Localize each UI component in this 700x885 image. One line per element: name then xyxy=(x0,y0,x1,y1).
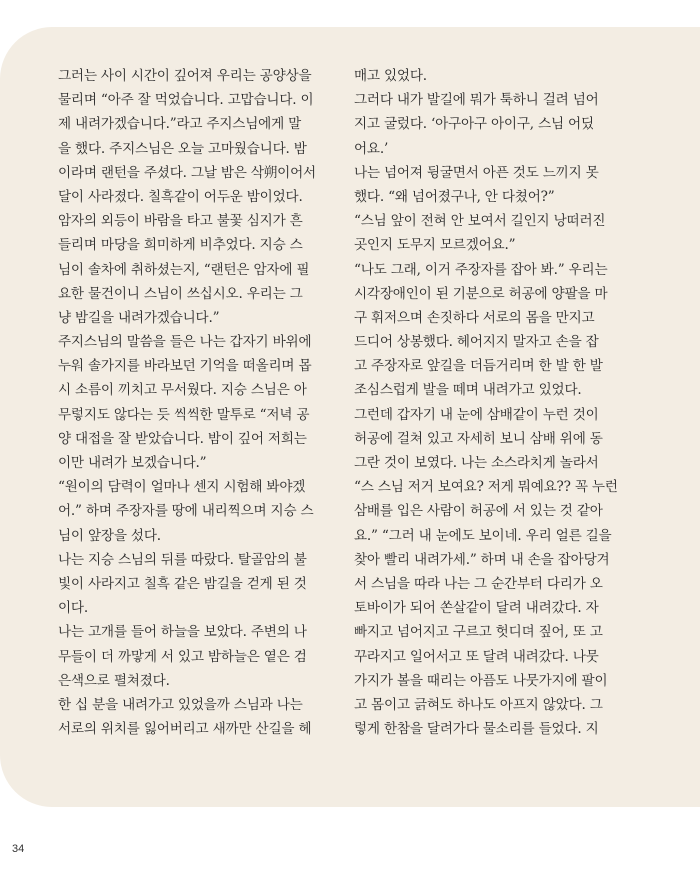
text-line: 냥 밤길을 내려가겠습니다.” xyxy=(58,309,220,326)
text-line: 은색으로 펼쳐졌다. xyxy=(58,672,170,689)
text-line: 찾아 빨리 내려가세.” 하며 내 손을 잡아당겨 xyxy=(354,551,610,568)
text-line: 이만 내려가 보겠습니다.” xyxy=(58,455,207,471)
text-line: 가지가 볼을 때리는 아픔도 나뭇가지에 팔이 xyxy=(354,672,608,689)
text-line: “원이의 담력이 얼마나 센지 시험해 봐야겠 xyxy=(58,479,306,496)
text-line: 그러다 내가 발길에 뭐가 툭하니 걸려 넘어 xyxy=(354,92,599,109)
text-line: 빛이 사라지고 칠흑 같은 밤길을 걷게 된 것 xyxy=(58,575,307,592)
text-line: 그란 것이 보였다. 나는 소스라치게 놀라서 xyxy=(354,455,599,471)
text-line: 한 십 분을 내려가고 있었을까 스님과 나는 xyxy=(58,696,303,713)
text-line: 고 몸이고 긁혀도 하나도 아프지 않았다. 그 xyxy=(354,696,603,713)
text-line: “나도 그래, 이거 주장자를 잡아 봐.” 우리는 xyxy=(354,261,608,278)
text-line: 조심스럽게 발을 떼며 내려가고 있었다. xyxy=(354,382,582,399)
text-line: 곳인지 도무지 모르겠어요.” xyxy=(354,237,516,254)
text-line: 이라며 랜턴을 주셨다. 그날 밤은 삭朔이어서 xyxy=(58,164,316,181)
text-line: 누워 솔가지를 바라보던 기억을 떠올리며 몹 xyxy=(58,358,312,375)
text-line: 시 소름이 끼치고 무서웠다. 지승 스님은 아 xyxy=(58,382,307,399)
text-line: 양 대접을 잘 받았습니다. 밤이 깊어 저희는 xyxy=(58,430,307,447)
text-line: 했다. “왜 넘어졌구나, 안 다쳤어?” xyxy=(354,188,555,205)
text-line: 렇게 한참을 달려가다 물소리를 들었다. 지 xyxy=(354,721,599,738)
page-number: 34 xyxy=(12,843,25,855)
text-line: 꾸라지고 일어서고 또 달려 내려갔다. 나뭇 xyxy=(354,648,599,665)
text-line: 어요.’ xyxy=(354,140,389,157)
text-line: 나는 고개를 들어 하늘을 보았다. 주변의 나 xyxy=(58,624,307,641)
text-line: 이다. xyxy=(58,600,88,617)
text-line: 나는 넘어져 뒹굴면서 아픈 것도 느끼지 못 xyxy=(354,164,599,181)
text-line: 드디어 상봉했다. 헤어지지 말자고 손을 잡 xyxy=(354,334,599,351)
text-line: 암자의 외등이 바람을 타고 불꽃 심지가 흔 xyxy=(58,213,303,230)
left-text-column xyxy=(58,64,316,741)
text-line: 삼배를 입은 사람이 허공에 서 있는 것 같아 xyxy=(354,503,603,520)
text-line: 무들이 더 까맣게 서 있고 밤하늘은 옅은 검 xyxy=(58,648,307,665)
text-line: 허공에 걸쳐 있고 자세히 보니 삼배 위에 동 xyxy=(354,430,603,447)
text-line: 매고 있었다. xyxy=(354,68,427,84)
text-line: 들리며 마당을 희미하게 비추었다. 지승 스 xyxy=(58,237,303,254)
text-line: 서 스님을 따라 나는 그 순간부터 다리가 오 xyxy=(354,575,603,592)
text-line: 구 휘저으며 손짓하다 서로의 몸을 만지고 xyxy=(354,309,595,326)
text-line: 요.” “그러 내 눈에도 보이네. 우리 얼른 길을 xyxy=(354,527,612,544)
text-line: 고 주장자로 앞길을 더듬거리며 한 발 한 발 xyxy=(354,358,603,375)
text-line: 지고 굴렀다. ‘아구아구 아이구, 스님 어딨 xyxy=(354,116,594,133)
text-line: 무렇지도 않다는 듯 씩씩한 말투로 “저녁 공 xyxy=(58,406,310,423)
text-line: 을 했다. 주지스님은 오늘 고마웠습니다. 밤 xyxy=(58,140,307,157)
text-line: 빠지고 넘어지고 구르고 헛디뎌 짚어, 또 고 xyxy=(354,624,603,641)
text-line: “스님 앞이 전혀 안 보여서 길인지 낭떠러진 xyxy=(354,213,606,230)
text-line: 주지스님의 말씀을 들은 나는 갑자기 바위에 xyxy=(58,334,312,351)
text-line: 님이 솔차에 취하셨는지, “랜턴은 암자에 필 xyxy=(58,261,310,278)
text-line: “스 스님 저거 보여요? 저게 뭐예요?? 꼭 누런 xyxy=(354,479,618,496)
text-line: 요한 물건이니 스님이 쓰십시오. 우리는 그 xyxy=(58,285,303,302)
text-line: 그러는 사이 시간이 깊어져 우리는 공양상을 xyxy=(58,68,312,84)
text-line: 님이 앞장을 섰다. xyxy=(58,527,161,544)
text-line: 나는 지승 스님의 뒤를 따랐다. 탈골암의 불 xyxy=(58,551,307,568)
right-text-column xyxy=(354,64,618,741)
text-line: 제 내려가겠습니다.”라고 주지스님에게 말 xyxy=(58,116,302,133)
text-line: 달이 사라졌다. 칠흑같이 어두운 밤이었다. xyxy=(58,188,303,205)
text-line: 시각장애인이 된 기분으로 허공에 양팔을 마 xyxy=(354,285,608,302)
text-line: 토바이가 되어 쏜살같이 달려 내려갔다. 자 xyxy=(354,600,599,617)
text-line: 그런데 갑자기 내 눈에 삼배같이 누런 것이 xyxy=(354,406,599,423)
text-line: 서로의 위치를 잃어버리고 새까만 산길을 헤 xyxy=(58,721,312,738)
text-line: 어.” 하며 주장자를 땅에 내리찍으며 지승 스 xyxy=(58,503,314,520)
text-line: 물리며 “아주 잘 먹었습니다. 고맙습니다. 이 xyxy=(58,92,314,109)
